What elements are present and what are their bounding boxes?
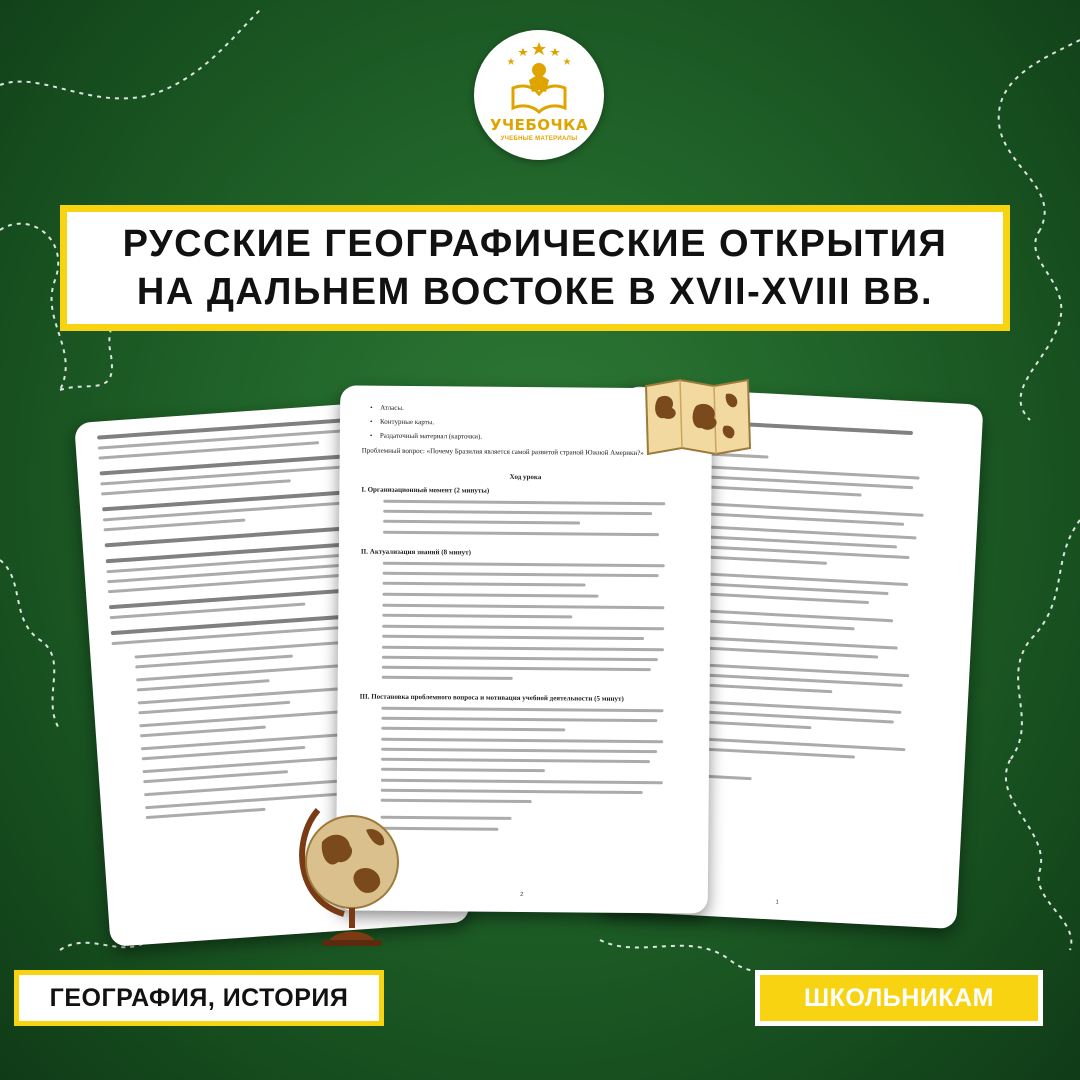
logo-name: УЧЕБОЧКА <box>489 116 589 134</box>
materials-item-handouts: • Раздаточный материал (карточки). <box>362 432 690 444</box>
lesson-heading: Ход урока <box>509 472 542 482</box>
section-3-heading: III. Постановка проблемного вопроса и мотивация учебной деятельности (5 минут) <box>359 692 624 703</box>
title-line-2: НА ДАЛЬНЕМ ВОСТОКЕ В XVII-XVIII ВВ. <box>136 271 934 313</box>
treasure-map-icon <box>640 378 755 458</box>
book-star-emblem-icon <box>499 40 579 118</box>
page-number: 1 <box>775 899 779 906</box>
logo-subtitle: УЧЕБНЫЕ МАТЕРИАЛЫ <box>500 136 578 142</box>
title-line-1: РУССКИЕ ГЕОГРАФИЧЕСКИЕ ОТКРЫТИЯ <box>122 223 948 265</box>
globe-icon <box>292 790 407 950</box>
materials-item-atlases: • Атласы. <box>362 404 690 416</box>
title-banner <box>60 205 1010 331</box>
section-2-heading: II. Актуализация знаний (8 минут) <box>360 547 472 557</box>
materials-item-maps: • Контурные карты. <box>362 418 690 430</box>
subject-badge: ГЕОГРАФИЯ, ИСТОРИЯ <box>14 970 384 1026</box>
section-1-heading: I. Организационный момент (2 минуты) <box>361 485 490 495</box>
problem-question: Проблемный вопрос: «Почему Бразилия является самой развитой страной Южной Америки?» <box>361 446 644 458</box>
audience-badge: ШКОЛЬНИКАМ <box>755 970 1043 1026</box>
page-number: 2 <box>520 891 524 899</box>
uchebochka-logo[interactable] <box>474 30 604 160</box>
